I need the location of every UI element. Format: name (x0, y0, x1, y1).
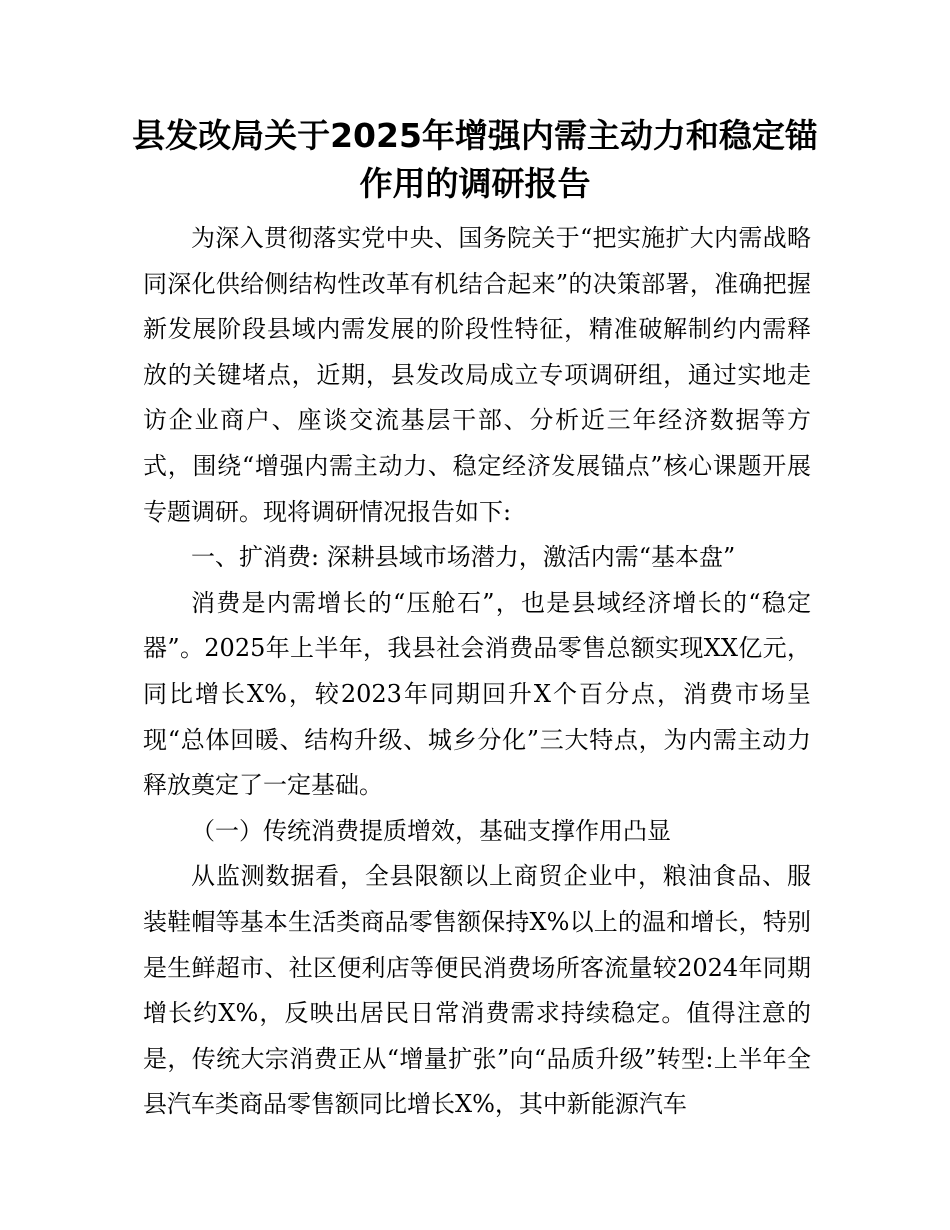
document-body (143, 216, 811, 1128)
section-heading-1: 一、扩消费: 深耕县域市场潜力，激活内需“基本盘” (191, 543, 736, 572)
traditional-consumption-paragraph: 从监测数据看，全县限额以上商贸企业中，粮油食品、服装鞋帽等基本生活类商品零售额保持X%以上的温和增长，特别是生鲜超市、社区便利店等便民消费场所客流量较2024年同期增长约X%，反映出居民日常消费需求持续稳定。值得注意的是，传统大宗消费正从“增量扩张”向“品质升级”转型:上半年全县汽车类商品零售额同比增长X%，其中新能源汽车 (143, 862, 811, 1119)
subsection-heading-1: （一）传统消费提质增效，基础支撑作用凸显 (191, 816, 671, 845)
intro-paragraph: 为深入贯彻落实党中央、国务院关于“把实施扩大内需战略同深化供给侧结构性改革有机结合起来”的决策部署，准确把握新发展阶段县域内需发展的阶段性特征，精准破解制约内需释放的关键堵点，近期，县发改局成立专项调研组，通过实地走访企业商户、座谈交流基层干部、分析近三年经济数据等方式，围绕“增强内需主动力、稳定经济发展锚点”核心课题开展专题调研。现将调研情况报告如下: (143, 224, 811, 526)
consumption-paragraph: 消费是内需增长的“压舱石”，也是县域经济增长的“稳定器”。2025年上半年，我县社会消费品零售总额实现XX亿元，同比增长X%，较2023年同期回升X个百分点，消费市场呈现“总体回暖、结构升级、城乡分化”三大特点，为内需主动力释放奠定了一定基础。 (143, 588, 811, 800)
document-title: 县发改局关于2025年增强内需主动力和稳定锚作用的调研报告 (132, 116, 818, 203)
